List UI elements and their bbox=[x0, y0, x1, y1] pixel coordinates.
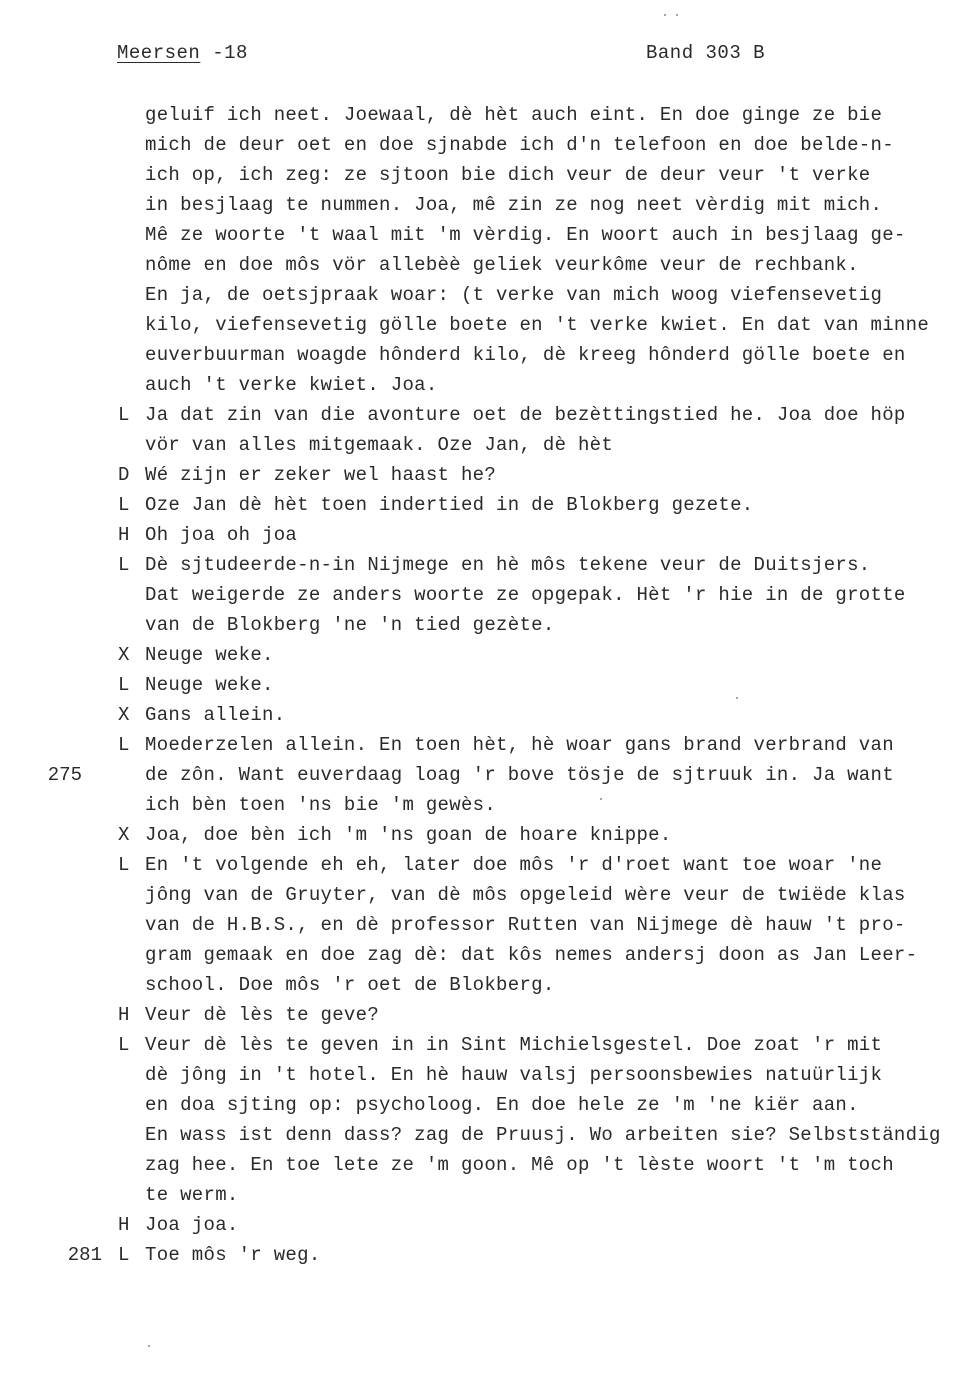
speaker-code: H bbox=[118, 1004, 130, 1026]
speaker-code: L bbox=[118, 554, 130, 576]
transcript-line bbox=[0, 640, 979, 670]
transcript-line bbox=[0, 940, 979, 970]
transcript-line bbox=[0, 970, 979, 1000]
transcript-line bbox=[0, 670, 979, 700]
paper-speck bbox=[148, 1345, 150, 1347]
transcript-line bbox=[0, 1180, 979, 1210]
line-text: mich de deur oet en doe sjnabde ich d'n telefoon en doe belde-n- bbox=[145, 134, 894, 156]
line-text: vör van alles mitgemaak. Oze Jan, dè hèt bbox=[145, 434, 614, 456]
transcript-line bbox=[0, 190, 979, 220]
paper-speck bbox=[664, 14, 666, 16]
transcript-line bbox=[0, 1210, 979, 1240]
paper-speck bbox=[600, 798, 602, 800]
line-text: zag hee. En toe lete ze 'm goon. Mê op 't lèste woort 't 'm toch bbox=[145, 1154, 894, 1176]
line-text: Dat weigerde ze anders woorte ze opgepak. Hèt 'r hie in de grotte bbox=[145, 584, 906, 606]
line-text: de zôn. Want euverdaag loag 'r bove tösje de sjtruuk in. Ja want bbox=[145, 764, 894, 786]
line-text: school. Doe môs 'r oet de Blokberg. bbox=[145, 974, 555, 996]
transcript-line bbox=[0, 160, 979, 190]
transcript-line bbox=[0, 850, 979, 880]
page-header-left bbox=[117, 42, 248, 64]
transcript-line bbox=[0, 280, 979, 310]
paper-speck bbox=[736, 697, 738, 699]
transcript-line bbox=[0, 1150, 979, 1180]
speaker-code: L bbox=[118, 674, 130, 696]
speaker-code: L bbox=[118, 1244, 130, 1266]
line-text: Gans allein. bbox=[145, 704, 286, 726]
line-text: geluif ich neet. Joewaal, dè hèt auch eint. En doe ginge ze bie bbox=[145, 104, 883, 126]
line-text: in besjlaag te nummen. Joa, mê zin ze nog neet vèrdig mit mich. bbox=[145, 194, 883, 216]
line-text: ich op, ich zeg: ze sjtoon bie dich veur de deur veur 't verke bbox=[145, 164, 871, 186]
speaker-code: X bbox=[118, 704, 130, 726]
line-text: Neuge weke. bbox=[145, 674, 274, 696]
line-text: Toe môs 'r weg. bbox=[145, 1244, 321, 1266]
speaker-code: X bbox=[118, 824, 130, 846]
line-text: euverbuurman woagde hônderd kilo, dè kreeg hônderd gölle boete en bbox=[145, 344, 906, 366]
paper-speck bbox=[676, 14, 678, 16]
speaker-code: H bbox=[118, 524, 130, 546]
line-text: dè jông in 't hotel. En hè hauw valsj persoonsbewies natuürlijk bbox=[145, 1064, 883, 1086]
speaker-code: L bbox=[118, 404, 130, 426]
line-text: kilo, viefensevetig gölle boete en 't verke kwiet. En dat van minne bbox=[145, 314, 930, 336]
line-text: En 't volgende eh eh, later doe môs 'r d'roet want toe woar 'ne bbox=[145, 854, 883, 876]
line-text: ich bèn toen 'ns bie 'm gewès. bbox=[145, 794, 497, 816]
line-text: gram gemaak en doe zag dè: dat kôs nemes andersj doon as Jan Leer- bbox=[145, 944, 918, 966]
transcript-line bbox=[0, 460, 979, 490]
line-text: En wass ist denn dass? zag de Pruusj. Wo arbeiten sie? Selbstständig bbox=[145, 1124, 941, 1146]
transcript-line bbox=[0, 580, 979, 610]
place-name: Meersen bbox=[117, 42, 201, 64]
transcript-line bbox=[0, 1060, 979, 1090]
transcript-line bbox=[0, 340, 979, 370]
line-text: van de H.B.S., en dè professor Rutten van Nijmege dè hauw 't pro- bbox=[145, 914, 906, 936]
line-text: auch 't verke kwiet. Joa. bbox=[145, 374, 438, 396]
line-text: nôme en doe môs vör allebèè geliek veurkôme veur de rechbank. bbox=[145, 254, 859, 276]
line-text: Neuge weke. bbox=[145, 644, 274, 666]
speaker-code: L bbox=[118, 854, 130, 876]
transcript-line bbox=[0, 130, 979, 160]
transcript-body bbox=[0, 100, 979, 1270]
transcript-line bbox=[0, 100, 979, 130]
speaker-code: L bbox=[118, 1034, 130, 1056]
transcript-line bbox=[0, 400, 979, 430]
line-text: Wé zijn er zeker wel haast he? bbox=[145, 464, 497, 486]
speaker-code: D bbox=[118, 464, 130, 486]
line-text: Joa, doe bèn ich 'm 'ns goan de hoare knippe. bbox=[145, 824, 672, 846]
line-text: Dè sjtudeerde-n-in Nijmege en hè môs tekene veur de Duitsjers. bbox=[145, 554, 871, 576]
page-number: -18 bbox=[212, 42, 248, 64]
transcript-line bbox=[0, 550, 979, 580]
speaker-code: H bbox=[118, 1214, 130, 1236]
line-text: te werm. bbox=[145, 1184, 239, 1206]
line-number: 281 bbox=[67, 1244, 102, 1266]
transcript-line bbox=[0, 820, 979, 850]
line-text: en doa sjting op: psycholoog. En doe hele ze 'm 'ne kiër aan. bbox=[145, 1094, 859, 1116]
line-text: jông van de Gruyter, van dè môs opgeleid wère veur de twiëde klas bbox=[145, 884, 906, 906]
line-text: Joa joa. bbox=[145, 1214, 239, 1236]
speaker-code: X bbox=[118, 644, 130, 666]
transcript-line bbox=[0, 880, 979, 910]
transcript-line bbox=[0, 1090, 979, 1120]
line-text: Oh joa oh joa bbox=[145, 524, 298, 546]
line-text: Mê ze woorte 't waal mit 'm vèrdig. En woort auch in besjlaag ge- bbox=[145, 224, 906, 246]
transcript-line bbox=[0, 250, 979, 280]
transcript-line bbox=[0, 520, 979, 550]
transcript-line bbox=[0, 760, 979, 790]
transcript-line bbox=[0, 1000, 979, 1030]
line-text: En ja, de oetsjpraak woar: (t verke van mich woog viefensevetig bbox=[145, 284, 883, 306]
line-number: 275 bbox=[47, 764, 82, 786]
line-text: Veur dè lès te geve? bbox=[145, 1004, 380, 1026]
transcript-line bbox=[0, 730, 979, 760]
speaker-code: L bbox=[118, 494, 130, 516]
line-text: Ja dat zin van die avonture oet de bezèttingstied he. Joa doe höp bbox=[145, 404, 906, 426]
transcript-line bbox=[0, 490, 979, 520]
line-text: Veur dè lès te geven in in Sint Michielsgestel. Doe zoat 'r mit bbox=[145, 1034, 883, 1056]
transcript-line bbox=[0, 430, 979, 460]
transcript-line bbox=[0, 790, 979, 820]
transcript-line bbox=[0, 700, 979, 730]
line-text: Oze Jan dè hèt toen indertied in de Blokberg gezete. bbox=[145, 494, 754, 516]
transcript-line bbox=[0, 1030, 979, 1060]
speaker-code: L bbox=[118, 734, 130, 756]
transcript-line bbox=[0, 610, 979, 640]
tape-label: Band 303 B bbox=[646, 42, 766, 64]
transcript-line bbox=[0, 1240, 979, 1270]
transcript-line bbox=[0, 310, 979, 340]
transcript-line bbox=[0, 370, 979, 400]
transcript-line bbox=[0, 910, 979, 940]
transcript-line bbox=[0, 1120, 979, 1150]
line-text: van de Blokberg 'ne 'n tied gezète. bbox=[145, 614, 555, 636]
line-text: Moederzelen allein. En toen hèt, hè woar gans brand verbrand van bbox=[145, 734, 894, 756]
transcript-line bbox=[0, 220, 979, 250]
